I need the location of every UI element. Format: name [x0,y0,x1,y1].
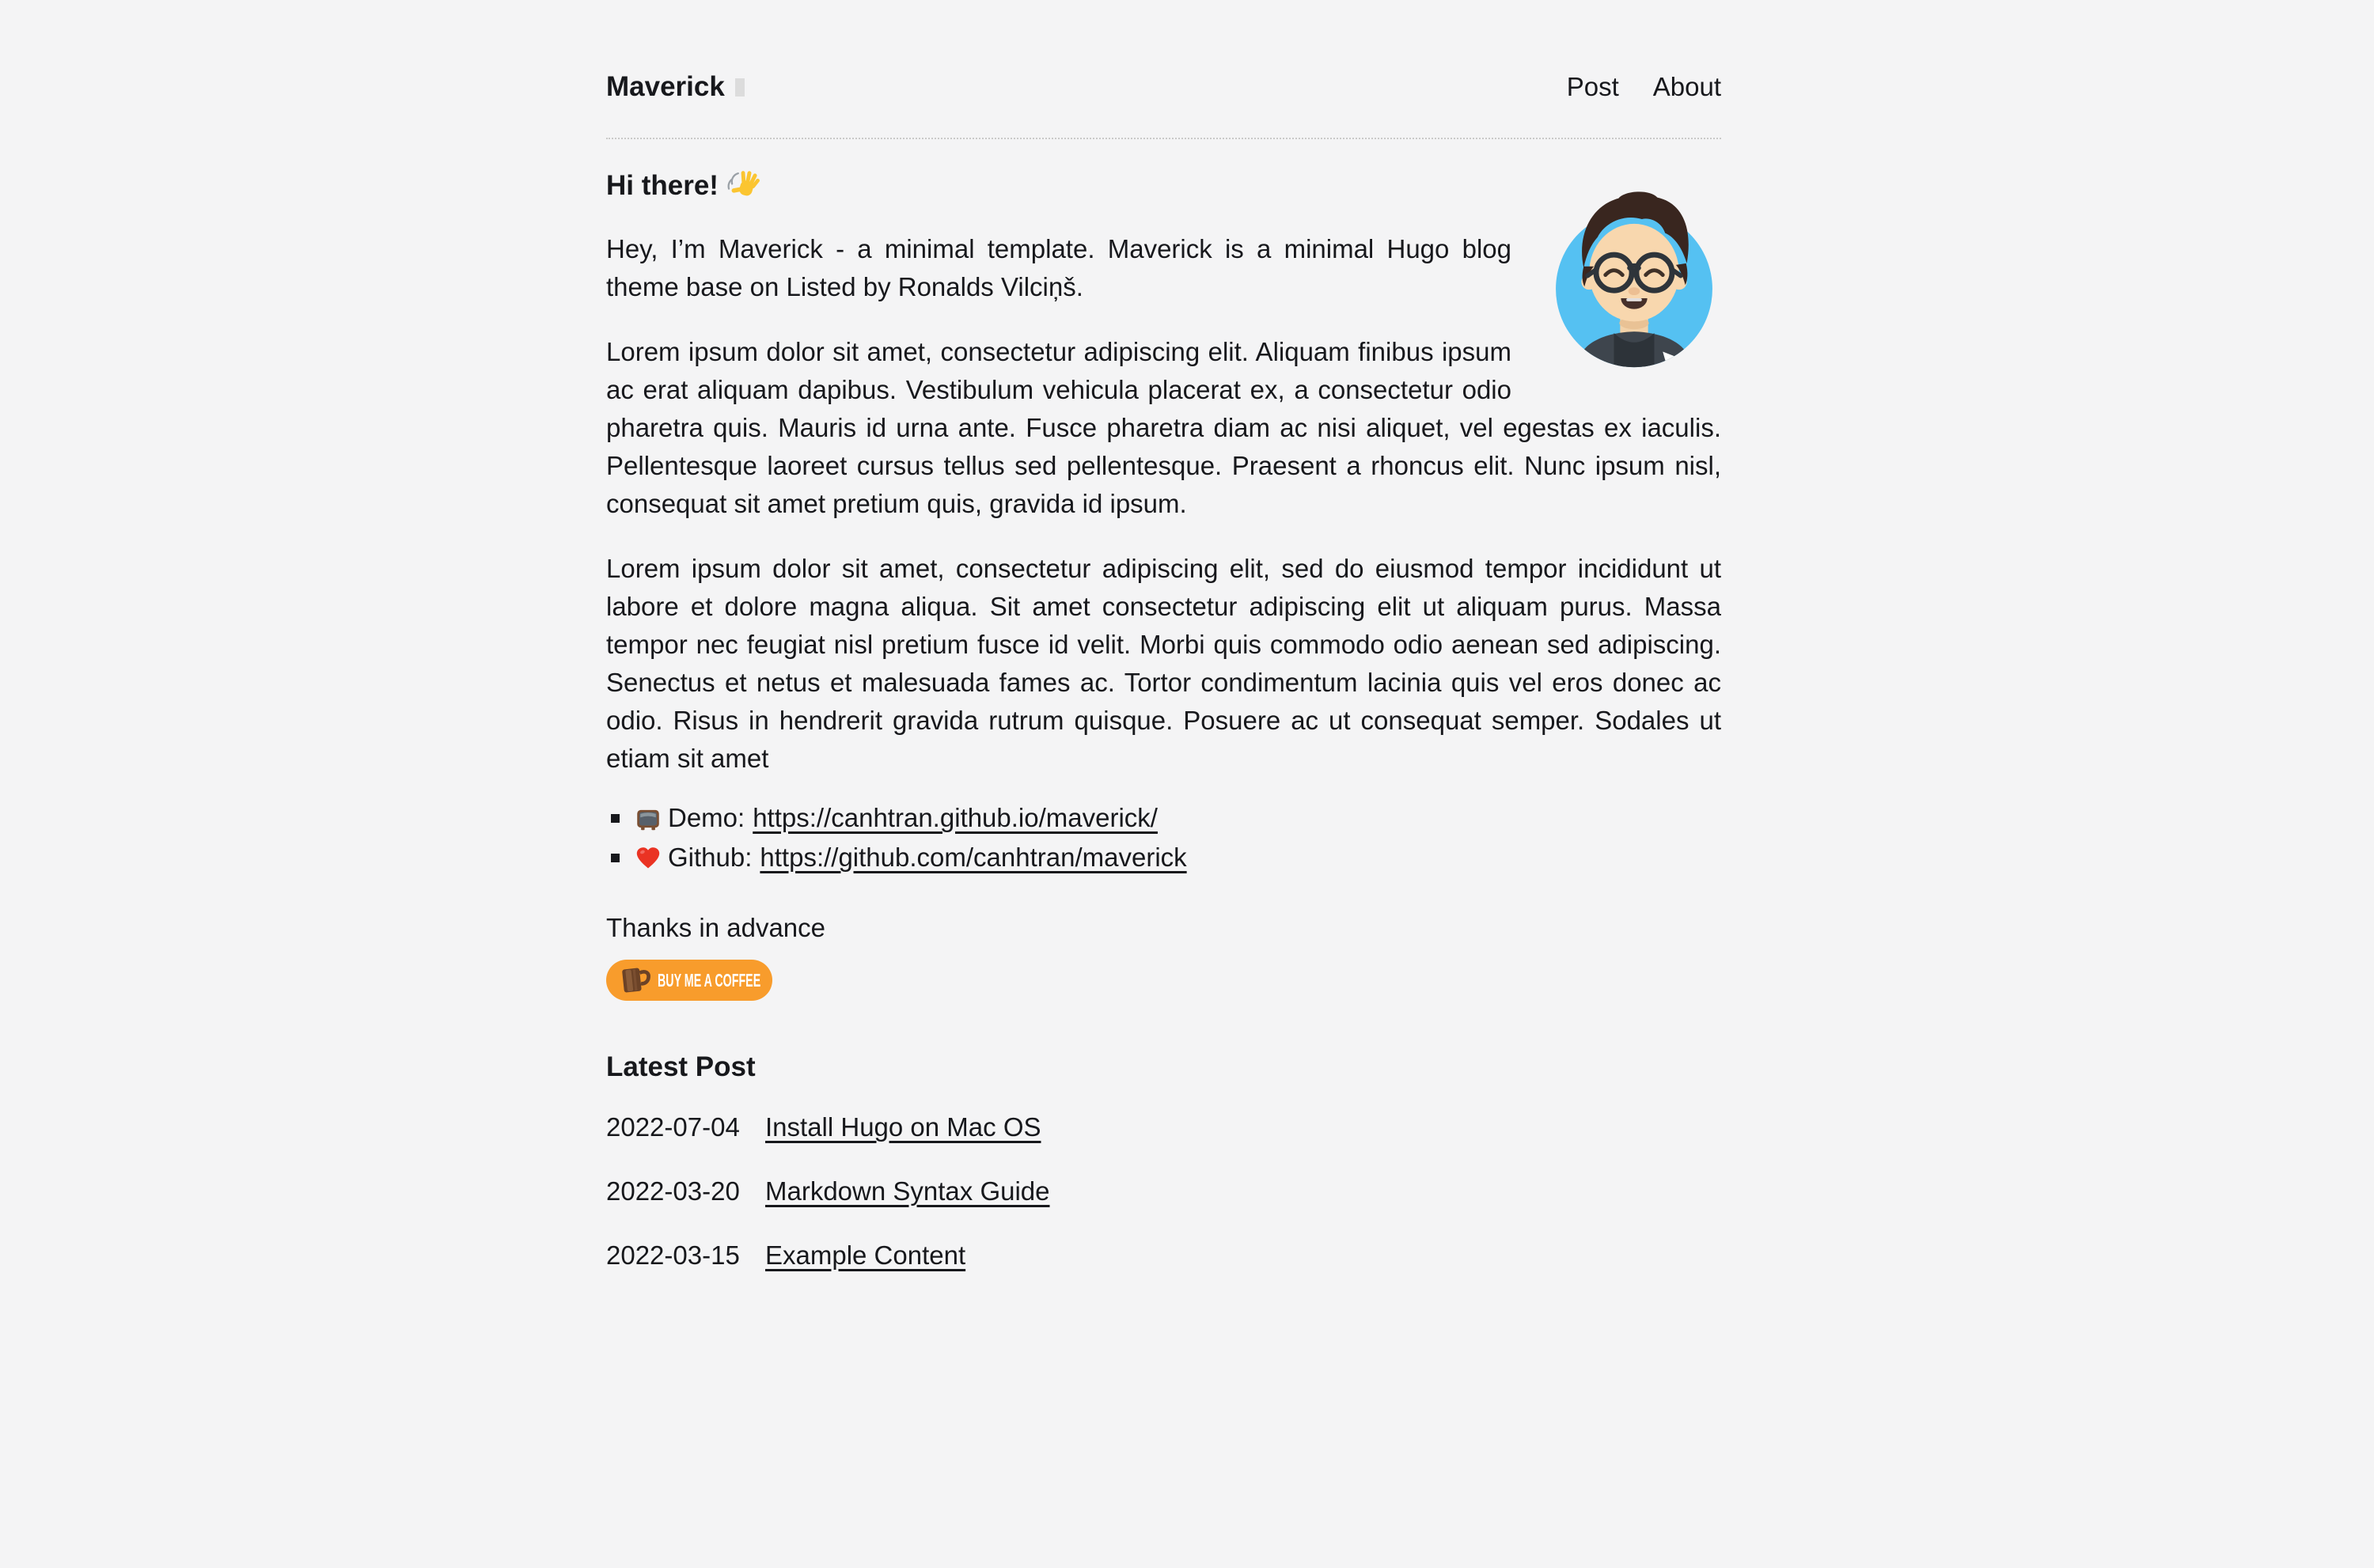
github-link[interactable]: https://github.com/canhtran/maverick [760,843,1187,872]
post-link[interactable]: Markdown Syntax Guide [765,1176,1050,1206]
demo-link[interactable]: https://canhtran.github.io/maverick/ [753,803,1158,832]
site-title-link[interactable] [606,70,745,104]
avatar-illustration [1547,183,1721,373]
coffee-button-label: BUY ME A COFFEE [658,970,761,990]
nav-post-link[interactable]: Post [1566,72,1619,101]
site-title-text: Maverick [606,71,725,102]
intro-paragraph: Hey, I’m Maverick - a minimal template. Maverick is a minimal Hugo blog theme base on Listed by Ronalds Vilciņš. [606,234,1511,301]
links-list [606,798,1721,877]
post-list [606,1108,1721,1274]
demo-label: Demo: [668,803,745,832]
post-row [606,1172,1721,1210]
post-date: 2022-03-20 [606,1176,740,1206]
demo-list-item [635,798,1721,838]
post-date: 2022-03-15 [606,1240,740,1270]
lorem-paragraph-2: Lorem ipsum dolor sit amet, consectetur adipiscing elit, sed do eiusmod tempor incididunt ut labore et dolore magna aliqua. Sit amet consectetur adipiscing elit ut aliquam purus. Massa tempor nec feugiat nisl pretium fusce id velit. Morbi quis commodo odio aenean sed adipiscing. Senectus et netus et malesuada fames ac. Tortor condimentum lacinia quis vel eros donec ac odio. Risus in hendrerit gravida rutrum quisque. Posuere ac ut consequat semper. Sodales ut etiam sit amet [606,554,1721,773]
site-header [606,0,1721,139]
post-link[interactable]: Example Content [765,1240,966,1270]
buy-me-a-coffee-button[interactable] [606,960,772,1001]
coffee-mug-icon [616,962,652,998]
intro-heading-text: Hi there! [606,170,719,201]
post-row [606,1108,1721,1146]
github-label: Github: [668,843,753,872]
avatar [1547,183,1721,373]
main-content [606,169,1721,1274]
github-list-item [635,838,1721,877]
heart-icon [635,846,661,871]
post-date: 2022-07-04 [606,1112,740,1142]
coffee-button-row [606,960,1721,1009]
post-link[interactable]: Install Hugo on Mac OS [765,1112,1041,1142]
tv-icon [635,806,661,831]
nav-about-link[interactable]: About [1652,72,1721,101]
page-container [606,0,1721,1274]
thanks-text: Thanks in advance [606,913,826,942]
post-row [606,1237,1721,1274]
blinking-cursor [735,78,745,97]
main-nav [1567,70,1721,104]
lorem-paragraph-1: Lorem ipsum dolor sit amet, consectetur adipiscing elit. Aliquam finibus ipsum ac erat aliquam dapibus. Vestibulum vehicula placerat ex, a consectetur odio pharetra quis. Mauris id urna ante. Fusce pharetra diam ac nisi aliquet, vel egestas ex iaculis. Pellentesque laoreet cursus tellus sed pellentesque. Praesent a rhoncus elit. Nunc ipsum nisl, consequat sit amet pretium quis, gravida id ipsum. [606,337,1721,518]
waving-hand-icon [727,170,760,203]
latest-post-heading: Latest Post [606,1051,756,1082]
